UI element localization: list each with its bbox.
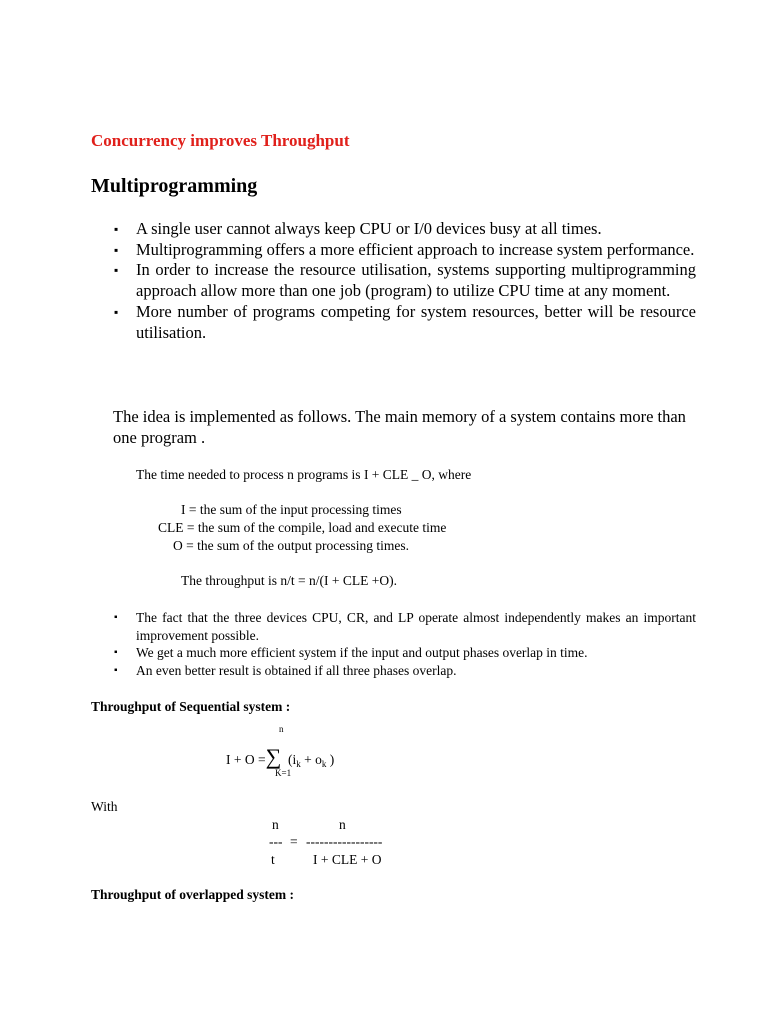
fraction-bar-right: ----------------- xyxy=(306,834,383,849)
intro-paragraph: The idea is implemented as follows. The main memory of a system contains more than one program . xyxy=(113,407,686,447)
sum-equation xyxy=(226,744,334,770)
page-heading: Multiprogramming xyxy=(91,175,258,197)
fraction-bar-left: --- xyxy=(269,834,283,849)
list-item: ▪ In order to increase the resource utilisation, systems supporting multiprogramming approach allow more than one job (program) to utilize CPU time at any moment. xyxy=(112,260,696,301)
sequential-heading: Throughput of Sequential system : xyxy=(91,699,291,714)
list-item: ▪ The fact that the three devices CPU, CR, and LP operate almost independently makes an important improvement possible. xyxy=(112,609,696,644)
overlapped-heading: Throughput of overlapped system : xyxy=(91,887,295,902)
with-label: With xyxy=(91,799,118,814)
definition-cle: CLE = the sum of the compile, load and execute time xyxy=(158,520,447,535)
fraction-n-left: n xyxy=(272,817,279,832)
sigma-symbol: ∑ xyxy=(265,744,282,769)
sum-lhs: I + O = xyxy=(226,752,266,767)
sum-sub-i: k xyxy=(296,759,301,769)
fraction-t-left: t xyxy=(271,852,275,867)
section-title: Concurrency improves Throughput xyxy=(91,131,350,150)
definition-o: O = the sum of the output processing times. xyxy=(173,538,409,553)
secondary-bullet-list xyxy=(112,609,696,679)
list-item: ▪ An even better result is obtained if all three phases overlap. xyxy=(112,662,696,680)
throughput-formula: The throughput is n/t = n/(I + CLE +O). xyxy=(181,573,397,588)
sum-upper-limit: n xyxy=(279,724,284,734)
sum-lower-limit: K=1 xyxy=(275,768,292,778)
list-item: ▪ Multiprogramming offers a more efficient approach to increase system performance. xyxy=(112,240,696,261)
list-item: ▪ More number of programs competing for system resources, better will be resource utilisation. xyxy=(112,302,696,343)
sum-open: (i xyxy=(288,752,297,767)
definition-i: I = the sum of the input processing times xyxy=(181,502,402,517)
fraction-denominator: I + CLE + O xyxy=(313,852,382,867)
time-needed-text: The time needed to process n programs is I + CLE _ O, where xyxy=(136,467,472,482)
sum-close: ) xyxy=(329,752,335,767)
list-item: ▪ We get a much more efficient system if the input and output phases overlap in time. xyxy=(112,644,696,662)
sum-plus: + o xyxy=(304,752,322,767)
fraction-equals: = xyxy=(290,834,298,849)
sum-sub-o: k xyxy=(321,759,327,769)
fraction-n-right: n xyxy=(339,817,346,832)
list-item: ▪ A single user cannot always keep CPU or I/0 devices busy at all times. xyxy=(112,219,696,240)
main-bullet-list xyxy=(112,219,696,343)
